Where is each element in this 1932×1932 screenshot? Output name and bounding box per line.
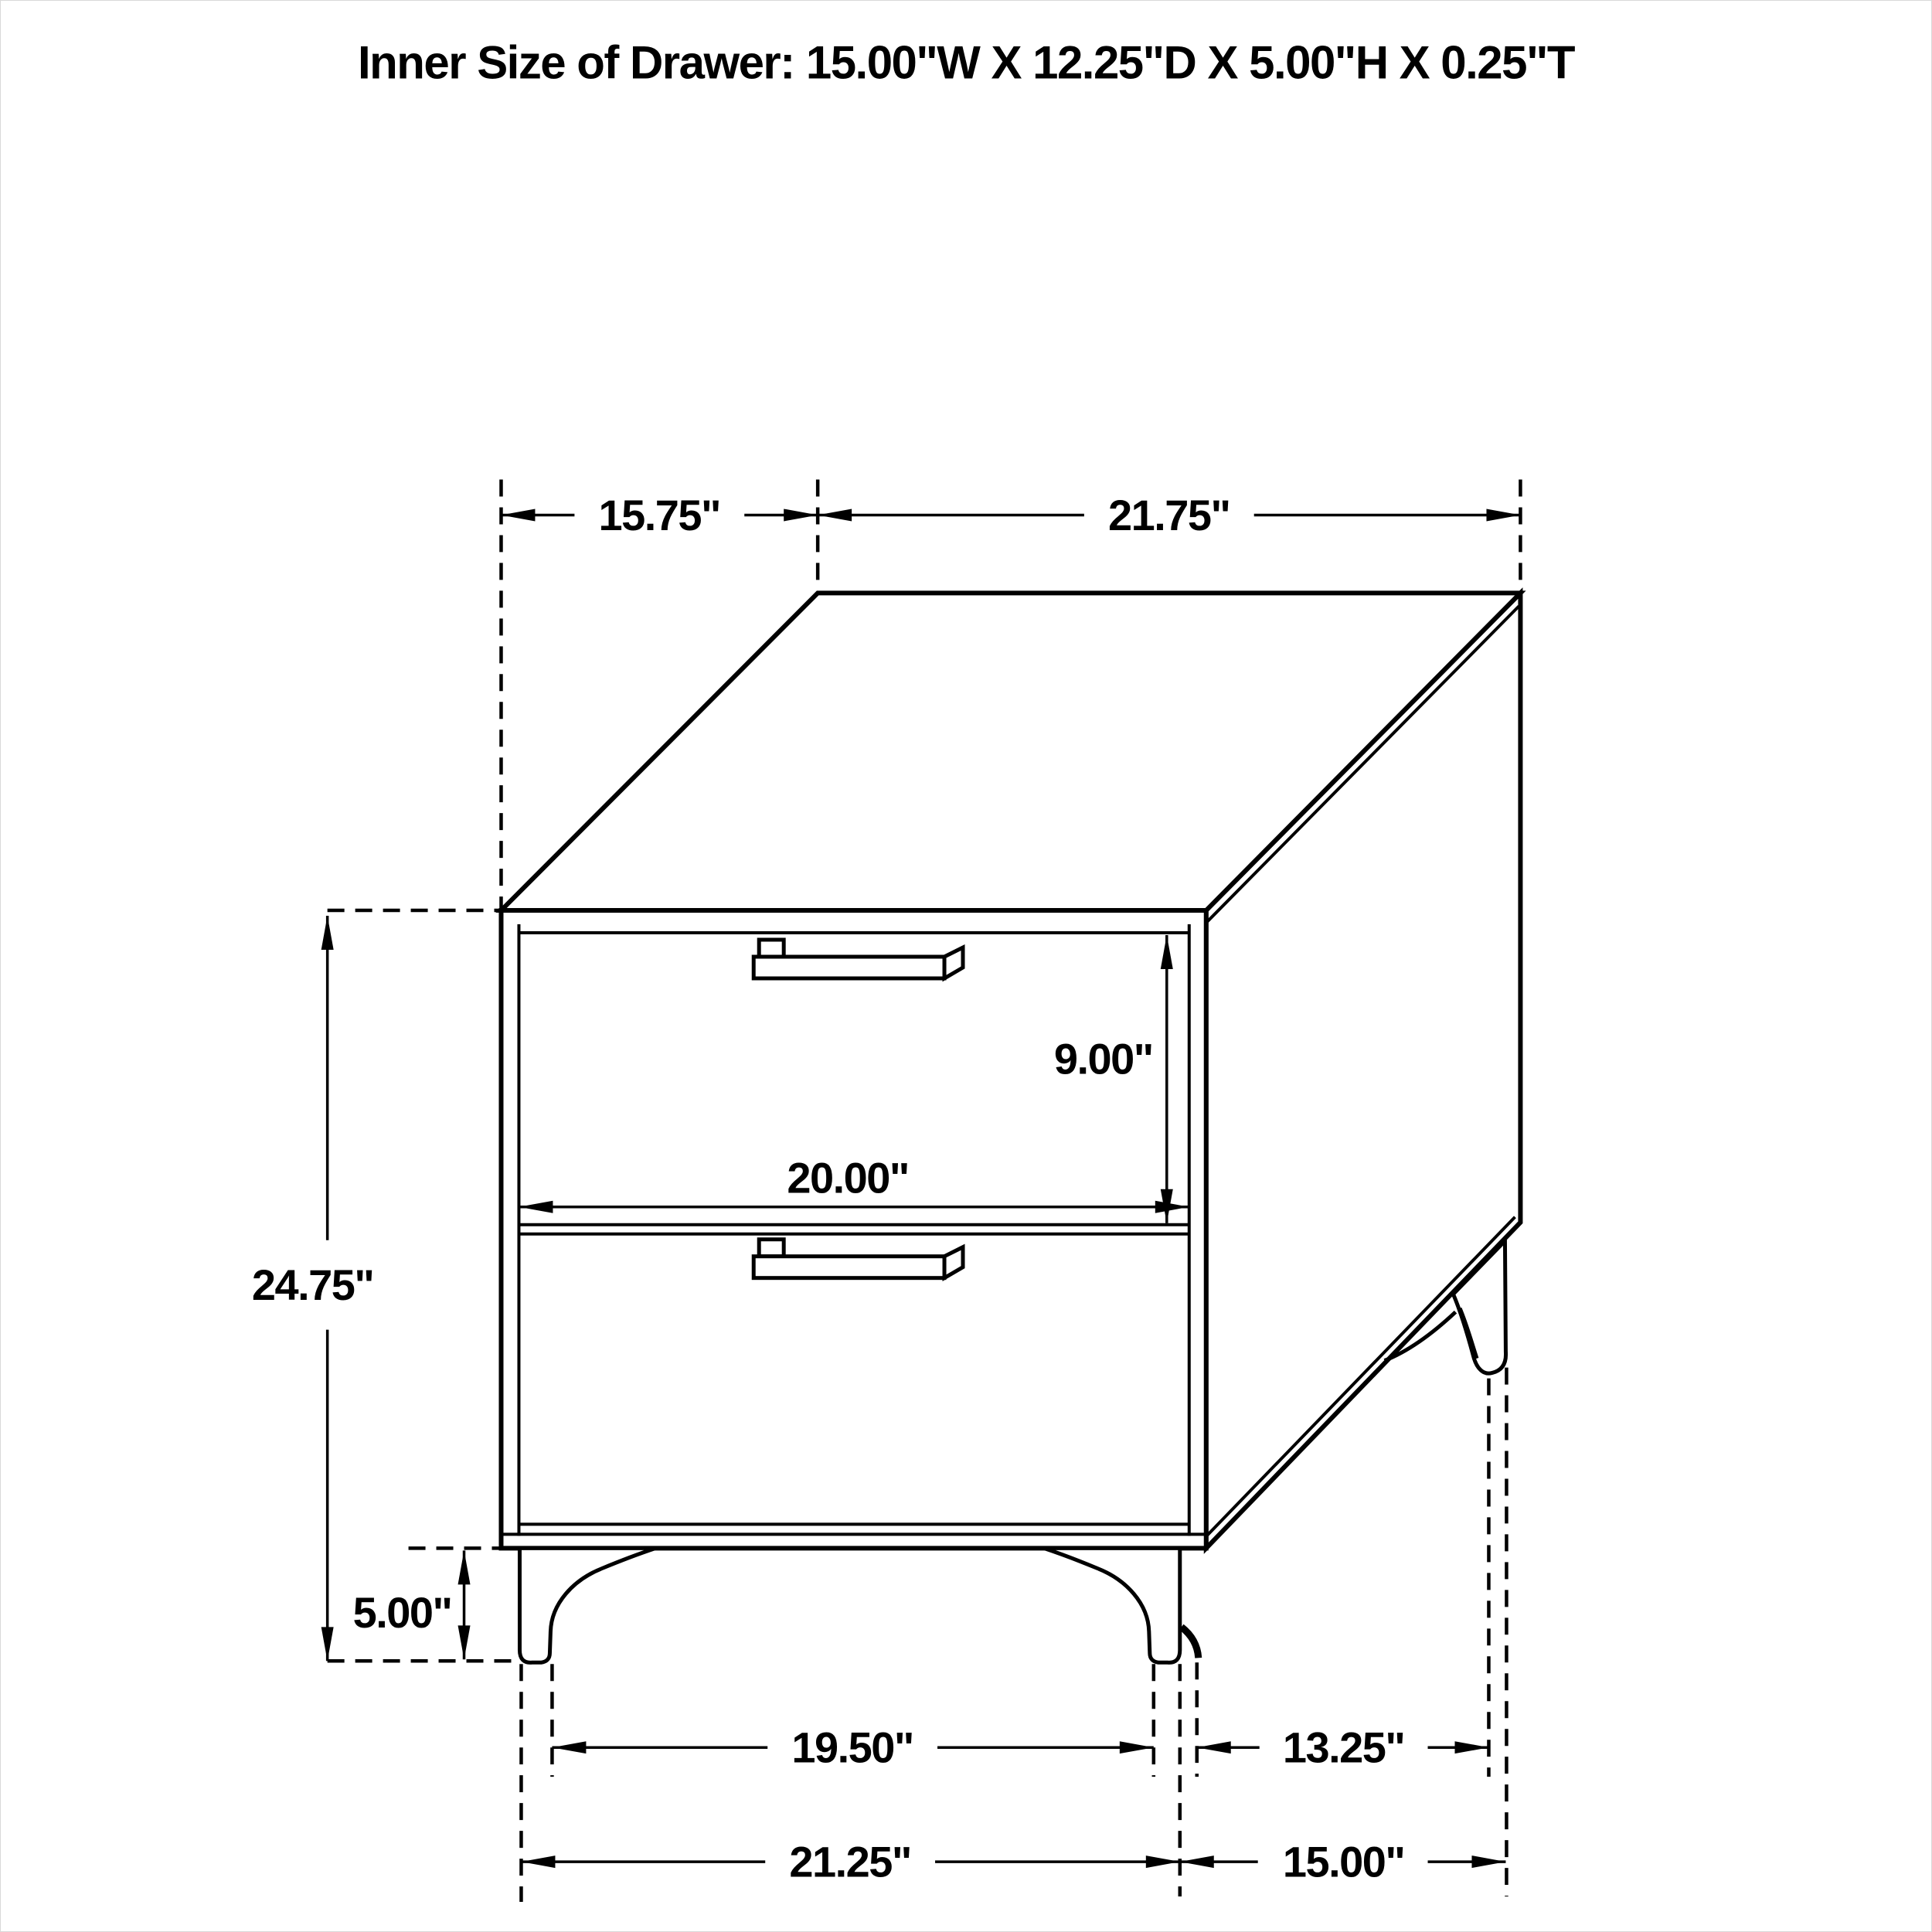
- dim-label-front-legs-inner: 19.50": [791, 1723, 913, 1772]
- nightstand-outline: [501, 593, 1520, 1662]
- front-right-leg-side-toe: [1182, 1627, 1199, 1658]
- dim-label-overall-height: 24.75": [251, 1260, 374, 1310]
- front-face: [501, 910, 1206, 1548]
- dim-label-side-legs-outer: 15.00": [1282, 1837, 1405, 1886]
- dim-label-front-legs-outer: 21.25": [789, 1837, 911, 1886]
- front-right-leg: [1044, 1548, 1180, 1662]
- dim-label-top-depth: 15.75": [598, 490, 721, 539]
- dim-leg-height-line: [458, 1550, 471, 1659]
- front-left-leg: [519, 1548, 655, 1662]
- dim-label-side-legs-inner: 13.25": [1282, 1723, 1405, 1772]
- drawing-title: Inner Size of Drawer: 15.00"W X 12.25"D X 5.00"H X 0.25"T: [358, 36, 1574, 89]
- handle-left-bracket: [759, 1240, 784, 1257]
- handle-left-bracket: [759, 940, 784, 957]
- handle-bar: [753, 957, 944, 978]
- handle-bar: [753, 1257, 944, 1278]
- dim-label-top-width: 21.75": [1108, 490, 1230, 539]
- dim-label-leg-height: 5.00": [352, 1587, 452, 1637]
- dim-label-drawer-width: 20.00": [787, 1153, 909, 1202]
- dim-label-drawer-height: 9.00": [1053, 1034, 1153, 1083]
- nightstand-dimension-drawing: [1, 1, 1931, 1931]
